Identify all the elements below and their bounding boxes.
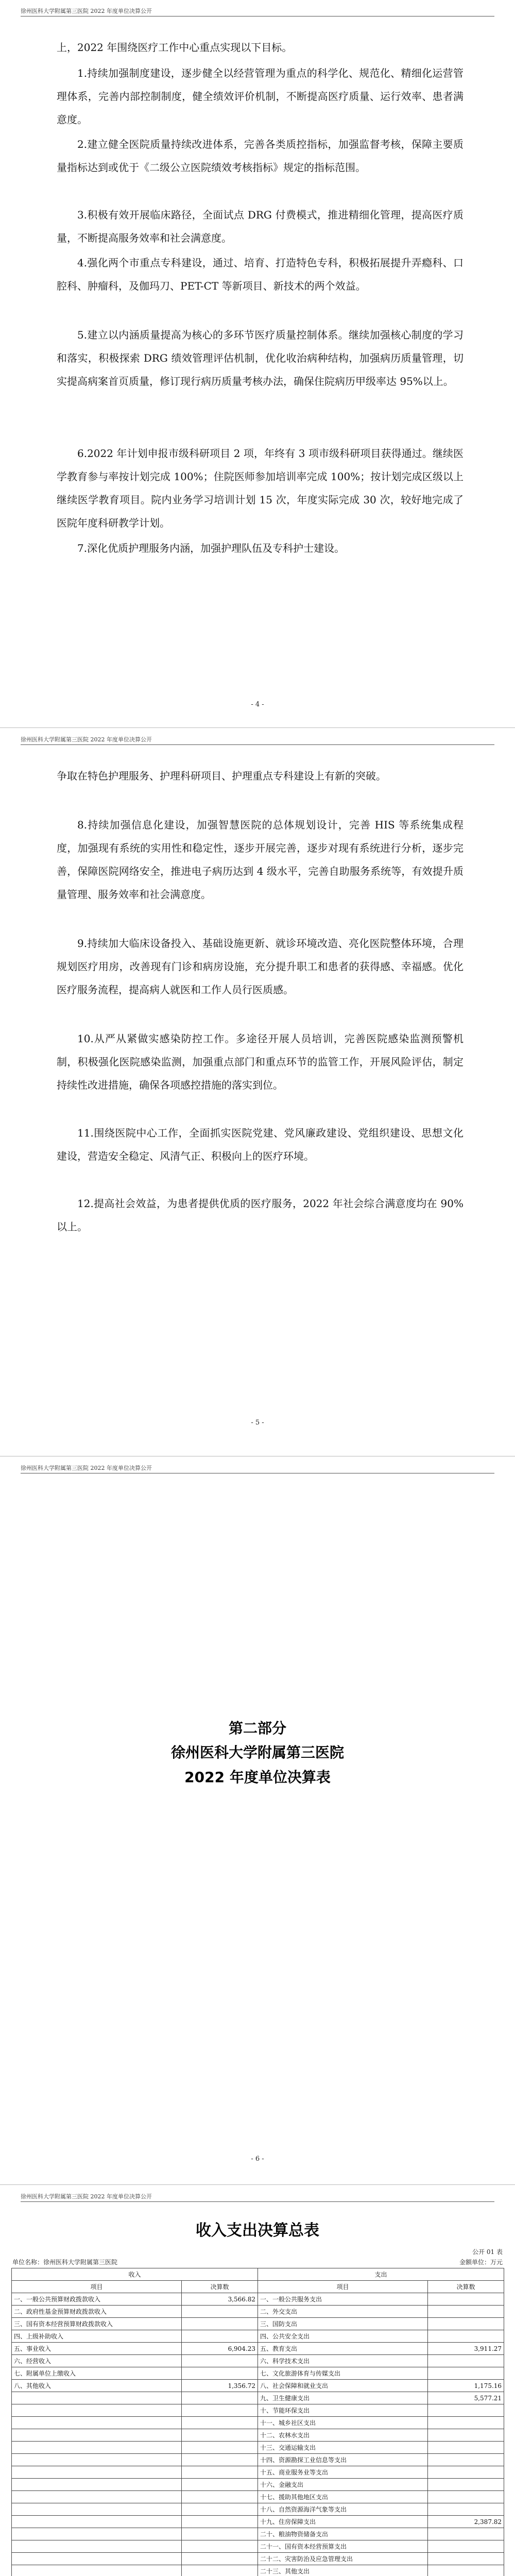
expense-item: 六、科学技术支出: [258, 2355, 428, 2367]
expense-item: 七、文化旅游体育与传媒支出: [258, 2367, 428, 2380]
income-item: [12, 2553, 182, 2565]
expense-item: 一、一般公共服务支出: [258, 2293, 428, 2306]
expense-item: 十一、城乡社区支出: [258, 2417, 428, 2429]
income-item: [12, 2404, 182, 2417]
expense-value: [428, 2367, 504, 2380]
table-column-header: [12, 2281, 504, 2293]
income-value: [182, 2479, 258, 2491]
expense-value: 3,911.27: [428, 2343, 504, 2355]
table-row: [12, 2442, 504, 2454]
expense-item: 二十一、国有资本经营预算支出: [258, 2540, 428, 2553]
paragraph: 争取在特色护理服务、护理科研项目、护理重点专科建设上有新的突破。: [57, 770, 386, 782]
expense-value: [428, 2491, 504, 2503]
paragraph: 6.2022 年计划申报市级科研项目 2 项，年终有 3 项市级科研项目获得通过。继续医学教育参与率按计划完成 100%；住院医师参加培训率完成 100%；按计划完成区级以上继续医学教育项目。院内业务学习培训计划 15 次，年度实际完成 30 次，较好地完成了医院年度科研教学计划。: [57, 447, 464, 529]
expense-value: 2,387.82: [428, 2516, 504, 2528]
expense-header: 支出: [258, 2268, 504, 2281]
income-item: 七、附属单位上缴收入: [12, 2367, 182, 2380]
income-item: 三、国有资本经营预算财政拨款收入: [12, 2318, 182, 2330]
expense-value: [428, 2306, 504, 2318]
table-row: [12, 2503, 504, 2516]
page-header: 徐州医科大学附属第三医院 2022 年度单位决算公开: [21, 1464, 494, 1473]
expense-item: 十七、援助其他地区支出: [258, 2491, 428, 2503]
income-value: [182, 2553, 258, 2565]
document-page-4: [0, 2185, 515, 2576]
table-row: [12, 2404, 504, 2417]
expense-item: 二、外交支出: [258, 2306, 428, 2318]
expense-item: 十五、商业服务业等支出: [258, 2466, 428, 2479]
expense-item: 十六、金融支出: [258, 2479, 428, 2491]
page-header: 徐州医科大学附属第三医院 2022 年度单位决算公开: [21, 7, 494, 16]
table-row: [12, 2330, 504, 2343]
expense-value: [428, 2479, 504, 2491]
expense-item: 二十三、其他支出: [258, 2565, 428, 2576]
expense-item: 三、国防支出: [258, 2318, 428, 2330]
table-group-header: [12, 2268, 504, 2281]
income-item: [12, 2540, 182, 2553]
page-divider: [0, 2184, 515, 2185]
paragraph: 4.强化两个市重点专科建设，通过、培育、打造特色专科，积极拓展提升弄瘾科、口腔科、肿瘤科，及伽玛刀、PET-CT 等新项目、新技术的两个效益。: [57, 257, 464, 292]
income-item: [12, 2503, 182, 2516]
expense-value: [428, 2466, 504, 2479]
paragraph: 11.围绕医院中心工作，全面抓实医院党建、党风廉政建设、党组织建设、思想文化建设，营造安全稳定、风清气正、积极向上的医疗环境。: [57, 1127, 464, 1162]
income-value: [182, 2516, 258, 2528]
income-value: [182, 2491, 258, 2503]
expense-item: 十三、交通运输支出: [258, 2442, 428, 2454]
table-row: [12, 2491, 504, 2503]
expense-value: [428, 2528, 504, 2540]
income-value: [182, 2528, 258, 2540]
income-item: [12, 2516, 182, 2528]
expense-value: [428, 2318, 504, 2330]
expense-value: [428, 2553, 504, 2565]
income-value: [182, 2392, 258, 2404]
income-item: 六、经营收入: [12, 2355, 182, 2367]
income-value: [182, 2429, 258, 2442]
paragraph: 3.积极有效开展临床路径，全面试点 DRG 付费模式，推进精细化管理，提高医疗质量，不断提高服务效率和社会满意度。: [57, 209, 464, 244]
income-item: [12, 2565, 182, 2576]
page-number: - 6 -: [251, 2155, 264, 2163]
col-budget: 决算数: [428, 2281, 504, 2293]
col-item: 项目: [12, 2281, 182, 2293]
paragraph: 10.从严从紧做实感染防控工作。多途径开展人员培训，完善医院感染监测预警机制，积极强化医院感染监测，加强重点部门和重点环节的监管工作，开展风险评估，制定持续性改进措施，确保各项感控措施的落实到位。: [57, 1032, 464, 1091]
income-value: 1,356.72: [182, 2380, 258, 2392]
income-value: [182, 2306, 258, 2318]
paragraph: 上，2022 年围绕医疗工作中心重点实现以下目标。: [57, 41, 293, 54]
expense-item: 十九、住房保障支出: [258, 2516, 428, 2528]
table-row: [12, 2417, 504, 2429]
paragraph: 12.提高社会效益，为患者提供优质的医疗服务，2022 年社会综合满意度均在 90%以上。: [57, 1197, 464, 1233]
table-row: [12, 2516, 504, 2528]
expense-value: [428, 2417, 504, 2429]
income-item: [12, 2491, 182, 2503]
table-row: [12, 2293, 504, 2306]
table-row: [12, 2553, 504, 2565]
income-value: [182, 2355, 258, 2367]
income-item: [12, 2454, 182, 2466]
income-item: [12, 2417, 182, 2429]
income-item: 二、政府性基金预算财政拨款收入: [12, 2306, 182, 2318]
income-value: [182, 2466, 258, 2479]
expense-item: 八、社会保障和就业支出: [258, 2380, 428, 2392]
paragraph: 7.深化优质护理服务内涵，加强护理队伍及专科护士建设。: [77, 542, 345, 554]
col-budget: 决算数: [182, 2281, 258, 2293]
income-value: [182, 2330, 258, 2343]
expense-item: 五、教育支出: [258, 2343, 428, 2355]
expense-value: 1,175.16: [428, 2380, 504, 2392]
expense-item: 四、公共安全支出: [258, 2330, 428, 2343]
table-row: [12, 2454, 504, 2466]
table-row: [12, 2565, 504, 2576]
table-row: [12, 2306, 504, 2318]
income-value: [182, 2503, 258, 2516]
expense-value: [428, 2540, 504, 2553]
table-row: [12, 2367, 504, 2380]
paragraph: 2.建立健全医院质量持续改进体系，完善各类质控指标，加强监督考核，保障主要质量指标达到或优于《二级公立医院绩效考核指标》规定的指标范围。: [57, 138, 464, 174]
income-item: [12, 2466, 182, 2479]
income-value: [182, 2367, 258, 2380]
paragraph: 9.持续加大临床设备投入、基础设施更新、就诊环境改造、亮化医院整体环境，合理规划医疗用房，改善现有门诊和病房设施，充分提升职工和患者的获得感、幸福感。优化医疗服务流程，提高病人就医和工作人员行医质感。: [57, 937, 464, 996]
expense-item: 二十二、灾害防治及应急管理支出: [258, 2553, 428, 2565]
amount-unit: 金额单位：万元: [459, 2259, 503, 2266]
page-header: 徐州医科大学附属第三医院 2022 年度单位决算公开: [21, 736, 494, 745]
income-value: 3,566.82: [182, 2293, 258, 2306]
page-header: 徐州医科大学附属第三医院 2022 年度单位决算公开: [21, 2193, 494, 2202]
income-item: 四、上级补助收入: [12, 2330, 182, 2343]
income-value: [182, 2404, 258, 2417]
table-row: [12, 2318, 504, 2330]
expense-item: 十八、自然资源海洋气象等支出: [258, 2503, 428, 2516]
income-item: 八、其他收入: [12, 2380, 182, 2392]
col-item: 项目: [258, 2281, 428, 2293]
expense-item: 十、节能环保支出: [258, 2404, 428, 2417]
table-row: [12, 2392, 504, 2404]
income-item: [12, 2392, 182, 2404]
expense-value: [428, 2293, 504, 2306]
expense-item: 十二、农林水支出: [258, 2429, 428, 2442]
page-number: - 4 -: [251, 701, 264, 708]
expense-value: [428, 2503, 504, 2516]
income-item: [12, 2479, 182, 2491]
expense-value: [428, 2454, 504, 2466]
table-row: [12, 2466, 504, 2479]
income-item: 五、事业收入: [12, 2343, 182, 2355]
income-expense-table: [11, 2268, 504, 2576]
expense-item: 二十、粮油物资储备支出: [258, 2528, 428, 2540]
table-row: [12, 2380, 504, 2392]
expense-value: [428, 2442, 504, 2454]
income-value: [182, 2540, 258, 2553]
expense-value: [428, 2565, 504, 2576]
income-value: [182, 2565, 258, 2576]
income-header: 收入: [12, 2268, 258, 2281]
expense-value: [428, 2429, 504, 2442]
income-item: 一、一般公共预算财政拨款收入: [12, 2293, 182, 2306]
table-row: [12, 2355, 504, 2367]
expense-value: [428, 2330, 504, 2343]
document-page-1: [0, 0, 515, 726]
paragraph: 1.持续加强制度建设，逐步健全以经营管理为重点的科学化、规范化、精细化运营管理体系，完善内部控制制度，健全绩效评价机制，不断提高医疗质量、运行效率、患者满意度。: [57, 67, 464, 126]
table-row: [12, 2528, 504, 2540]
section-label: 第二部分: [228, 1720, 286, 1737]
expense-value: [428, 2355, 504, 2367]
document-page-3: [0, 1457, 515, 2183]
expense-item: 十四、资源勘探工业信息等支出: [258, 2454, 428, 2466]
paragraph: 5.建立以内涵质量提高为核心的多环节医疗质量控制体系。继续加强核心制度的学习和落实，积极探索 DRG 绩效管理评估机制，优化收治病种结构，加强病历质量管理，切实提高病案首页质量，修订现行病历质量考核办法，确保住院病历甲级率达 95%以上。: [57, 329, 464, 387]
income-item: [12, 2429, 182, 2442]
income-value: [182, 2417, 258, 2429]
unit-name: 单位名称：徐州医科大学附属第三医院: [12, 2259, 118, 2266]
paragraph: 8.持续加强信息化建设，加强智慧医院的总体规划设计，完善 HIS 等系统集成程度，加强现有系统的实用性和稳定性，逐步开展完善，逐步对现有系统进行分析，逐步完善，保障医院网络安全，推进电子病历达到 4 级水平，完善自助服务系统等，有效提升质量管理、服务效率和社会满意度。: [57, 819, 464, 901]
document-page-2: [0, 728, 515, 1455]
expense-value: 5,577.21: [428, 2392, 504, 2404]
section-subtitle: 2022 年度单位决算表: [184, 1769, 331, 1786]
page-divider: [0, 727, 515, 728]
income-value: [182, 2318, 258, 2330]
income-item: [12, 2528, 182, 2540]
income-value: 6,904.23: [182, 2343, 258, 2355]
table-row: [12, 2429, 504, 2442]
income-item: [12, 2442, 182, 2454]
expense-item: 九、卫生健康支出: [258, 2392, 428, 2404]
income-value: [182, 2442, 258, 2454]
income-value: [182, 2454, 258, 2466]
page-number: - 5 -: [251, 1419, 264, 1427]
table-row: [12, 2343, 504, 2355]
table-row: [12, 2540, 504, 2553]
organization-title: 徐州医科大学附属第三医院: [170, 1744, 344, 1761]
expense-value: [428, 2404, 504, 2417]
form-number: 公开 01 表: [472, 2248, 503, 2256]
table-row: [12, 2479, 504, 2491]
table-title: 收入支出决算总表: [196, 2222, 319, 2240]
